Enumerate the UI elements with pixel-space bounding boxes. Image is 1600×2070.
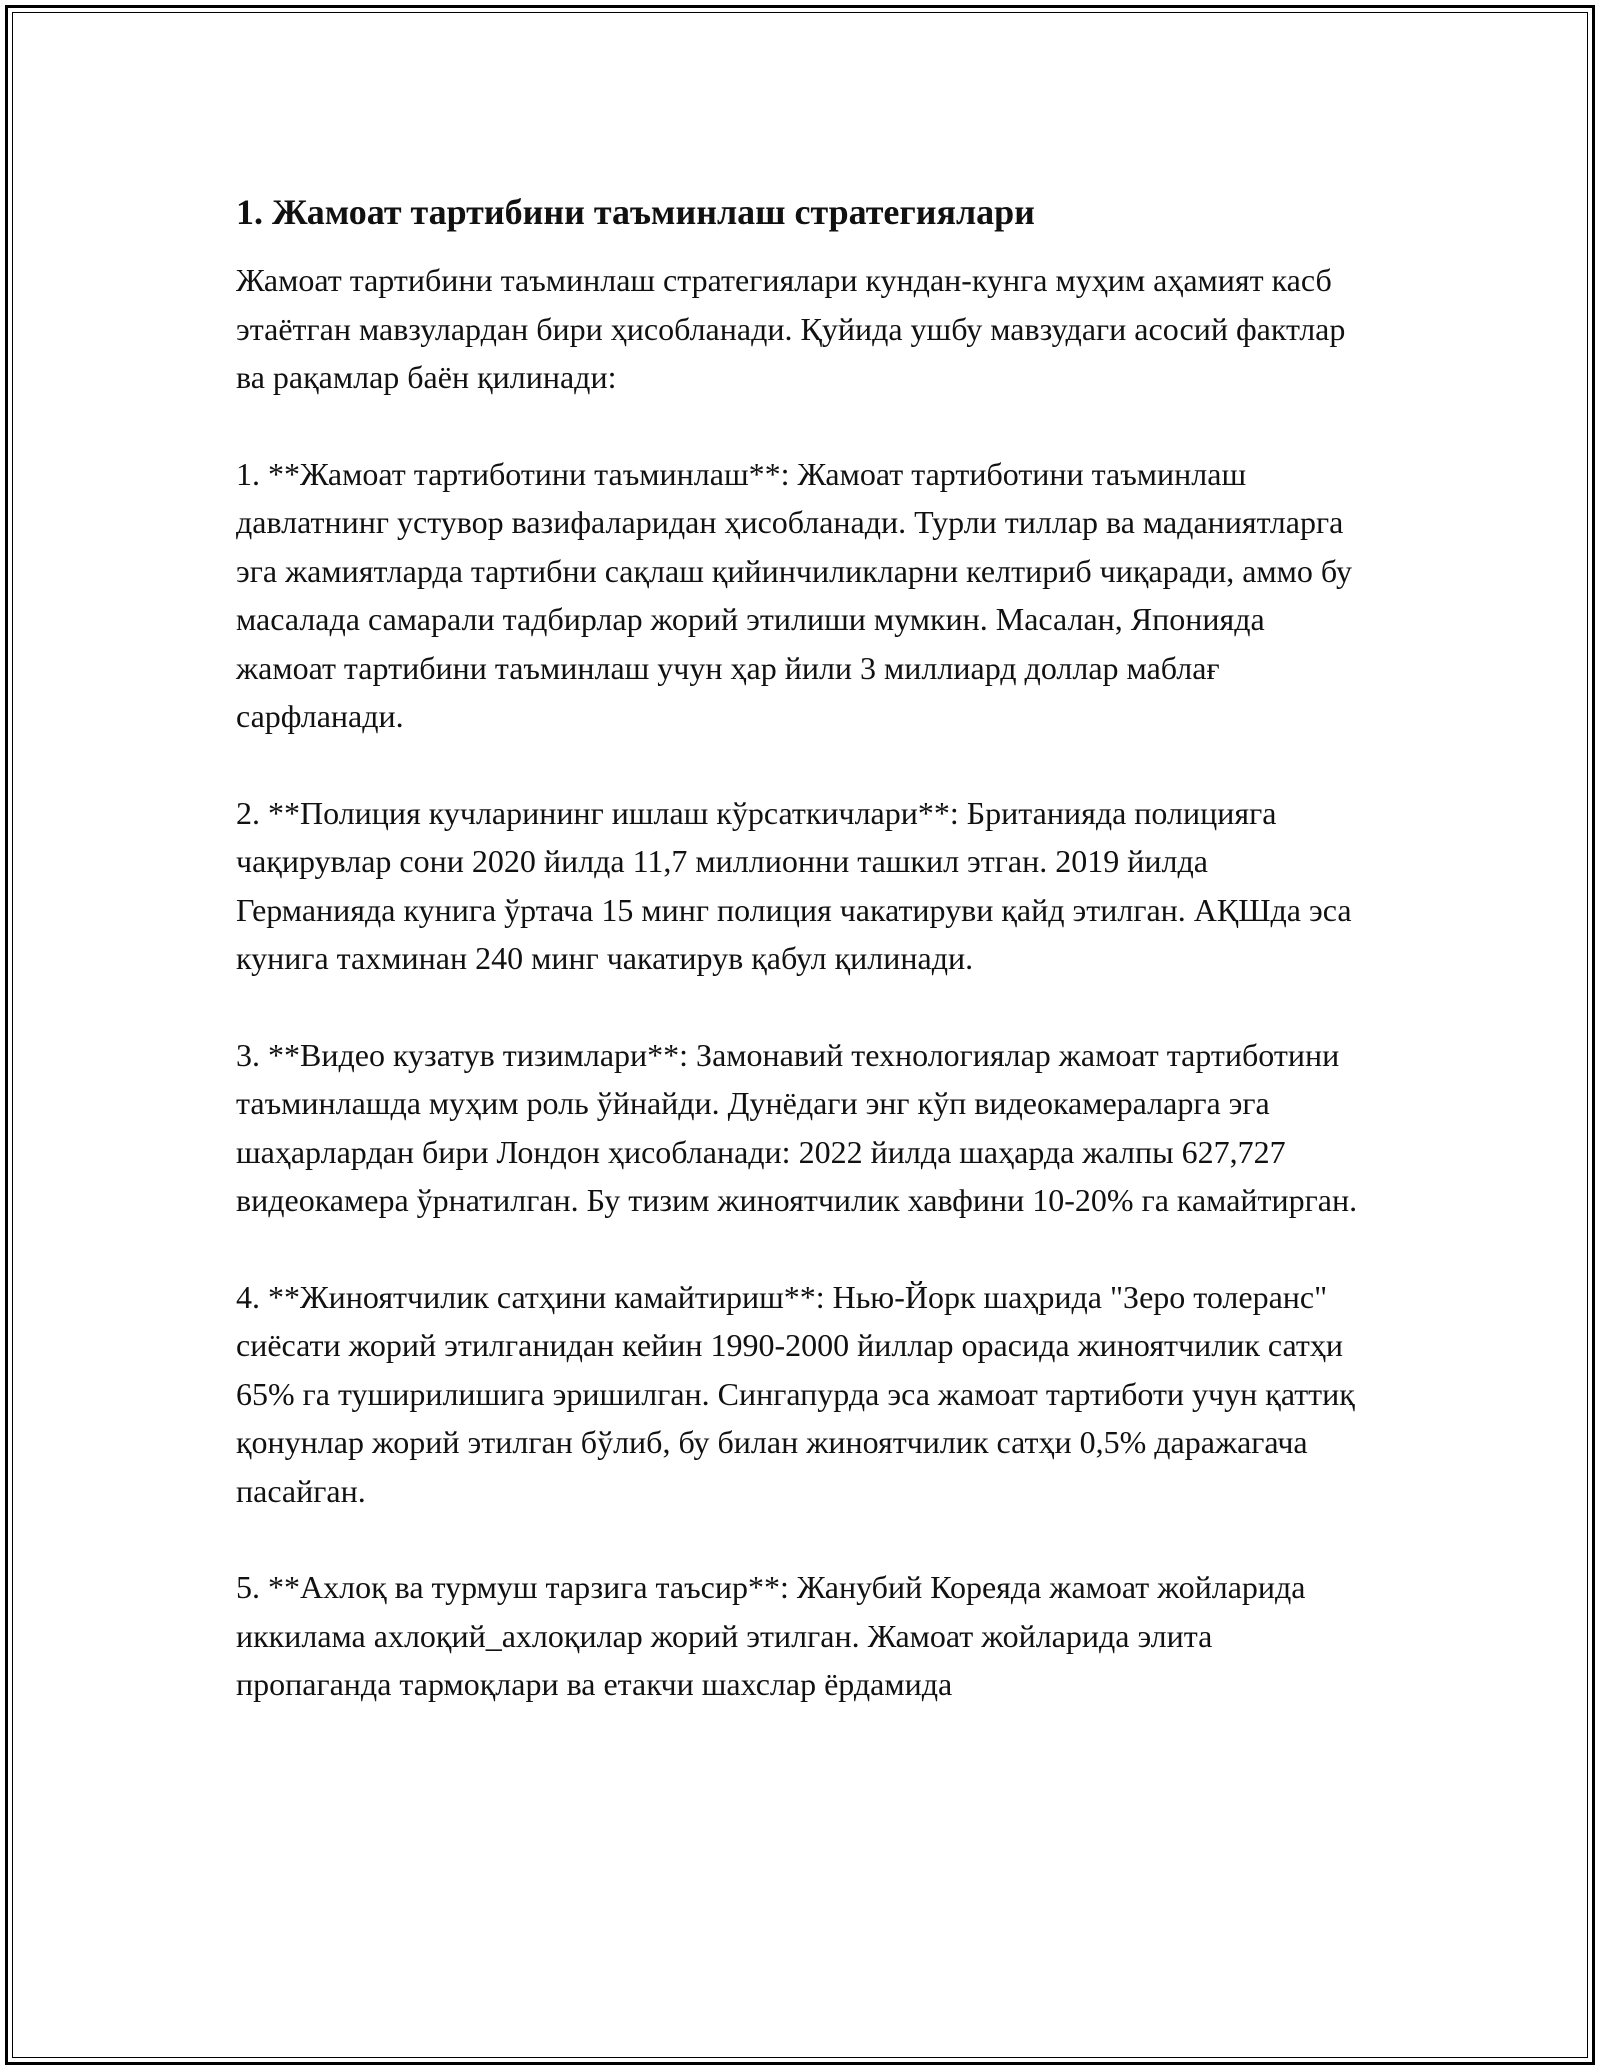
document-body [236,188,1366,1709]
list-item-5: 5. **Ахлоқ ва турмуш тарзига таъсир**: Жанубий Кореяда жамоат жойларида иккилама ахлоқий_ахлоқилар жорий этилган. Жамоат жойларида элита пропаганда тармоқлари ва етакчи шахслар ёрдамида [236,1569,1306,1702]
list-item-3: 3. **Видео кузатув тизимлари**: Замонавий технологиялар жамоат тартиботини таъминлашда муҳим роль ўйнайди. Дунёдаги энг кўп видеокамераларга эга шаҳарлардан бири Лондон ҳисобланади: 2022 йилда шаҳарда жалпы 627,727 видеокамера ўрнатилган. Бу тизим жиноятчилик хавфини 10-20% га камайтирган. [236,1036,1358,1218]
list-item-2: 2. **Полиция кучларининг ишлаш кўрсаткичлари**: Британияда полицияга чақирувлар сони 2020 йилда 11,7 миллионни ташкил этган. 2019 йилда Германияда кунига ўртача 15 минг полиция чакатируви қайд этилган. АҚШда эса кунига тахминан 240 минг чакатирув қабул қилинади. [236,794,1352,976]
document-title: 1. Жамоат тартибини таъминлаш стратегиялари [236,192,1035,232]
intro-paragraph: Жамоат тартибини таъминлаш стратегиялари кундан-кунга муҳим аҳамият касб этаётган мавзулардан бири ҳисобланади. Қуйида ушбу мавзудаги асосий фактлар ва рақамлар баён қилинади: [236,262,1346,395]
list-item-4: 4. **Жиноятчилик сатҳини камайтириш**: Нью-Йорк шаҳрида "Зеро толеранс" сиёсати жорий этилганидан кейин 1990-2000 йиллар орасида жиноятчилик сатҳи 65% га туширилишига эришилган. Сингапурда эса жамоат тартиботи учун қаттиқ қонунлар жорий этилган бўлиб, бу билан жиноятчилик сатҳи 0,5% даражагача пасайган. [236,1278,1355,1509]
list-item-1: 1. **Жамоат тартиботини таъминлаш**: Жамоат тартиботини таъминлаш давлатнинг устувор вазифаларидан ҳисобланади. Турли тиллар ва маданиятларга эга жамиятларда тартибни сақлаш қийинчиликларни келтириб чиқаради, аммо бу масалада самарали тадбирлар жорий этилиши мумкин. Масалан, Японияда жамоат тартибини таъминлаш учун ҳар йили 3 миллиард доллар маблағ сарфланади. [236,455,1352,734]
